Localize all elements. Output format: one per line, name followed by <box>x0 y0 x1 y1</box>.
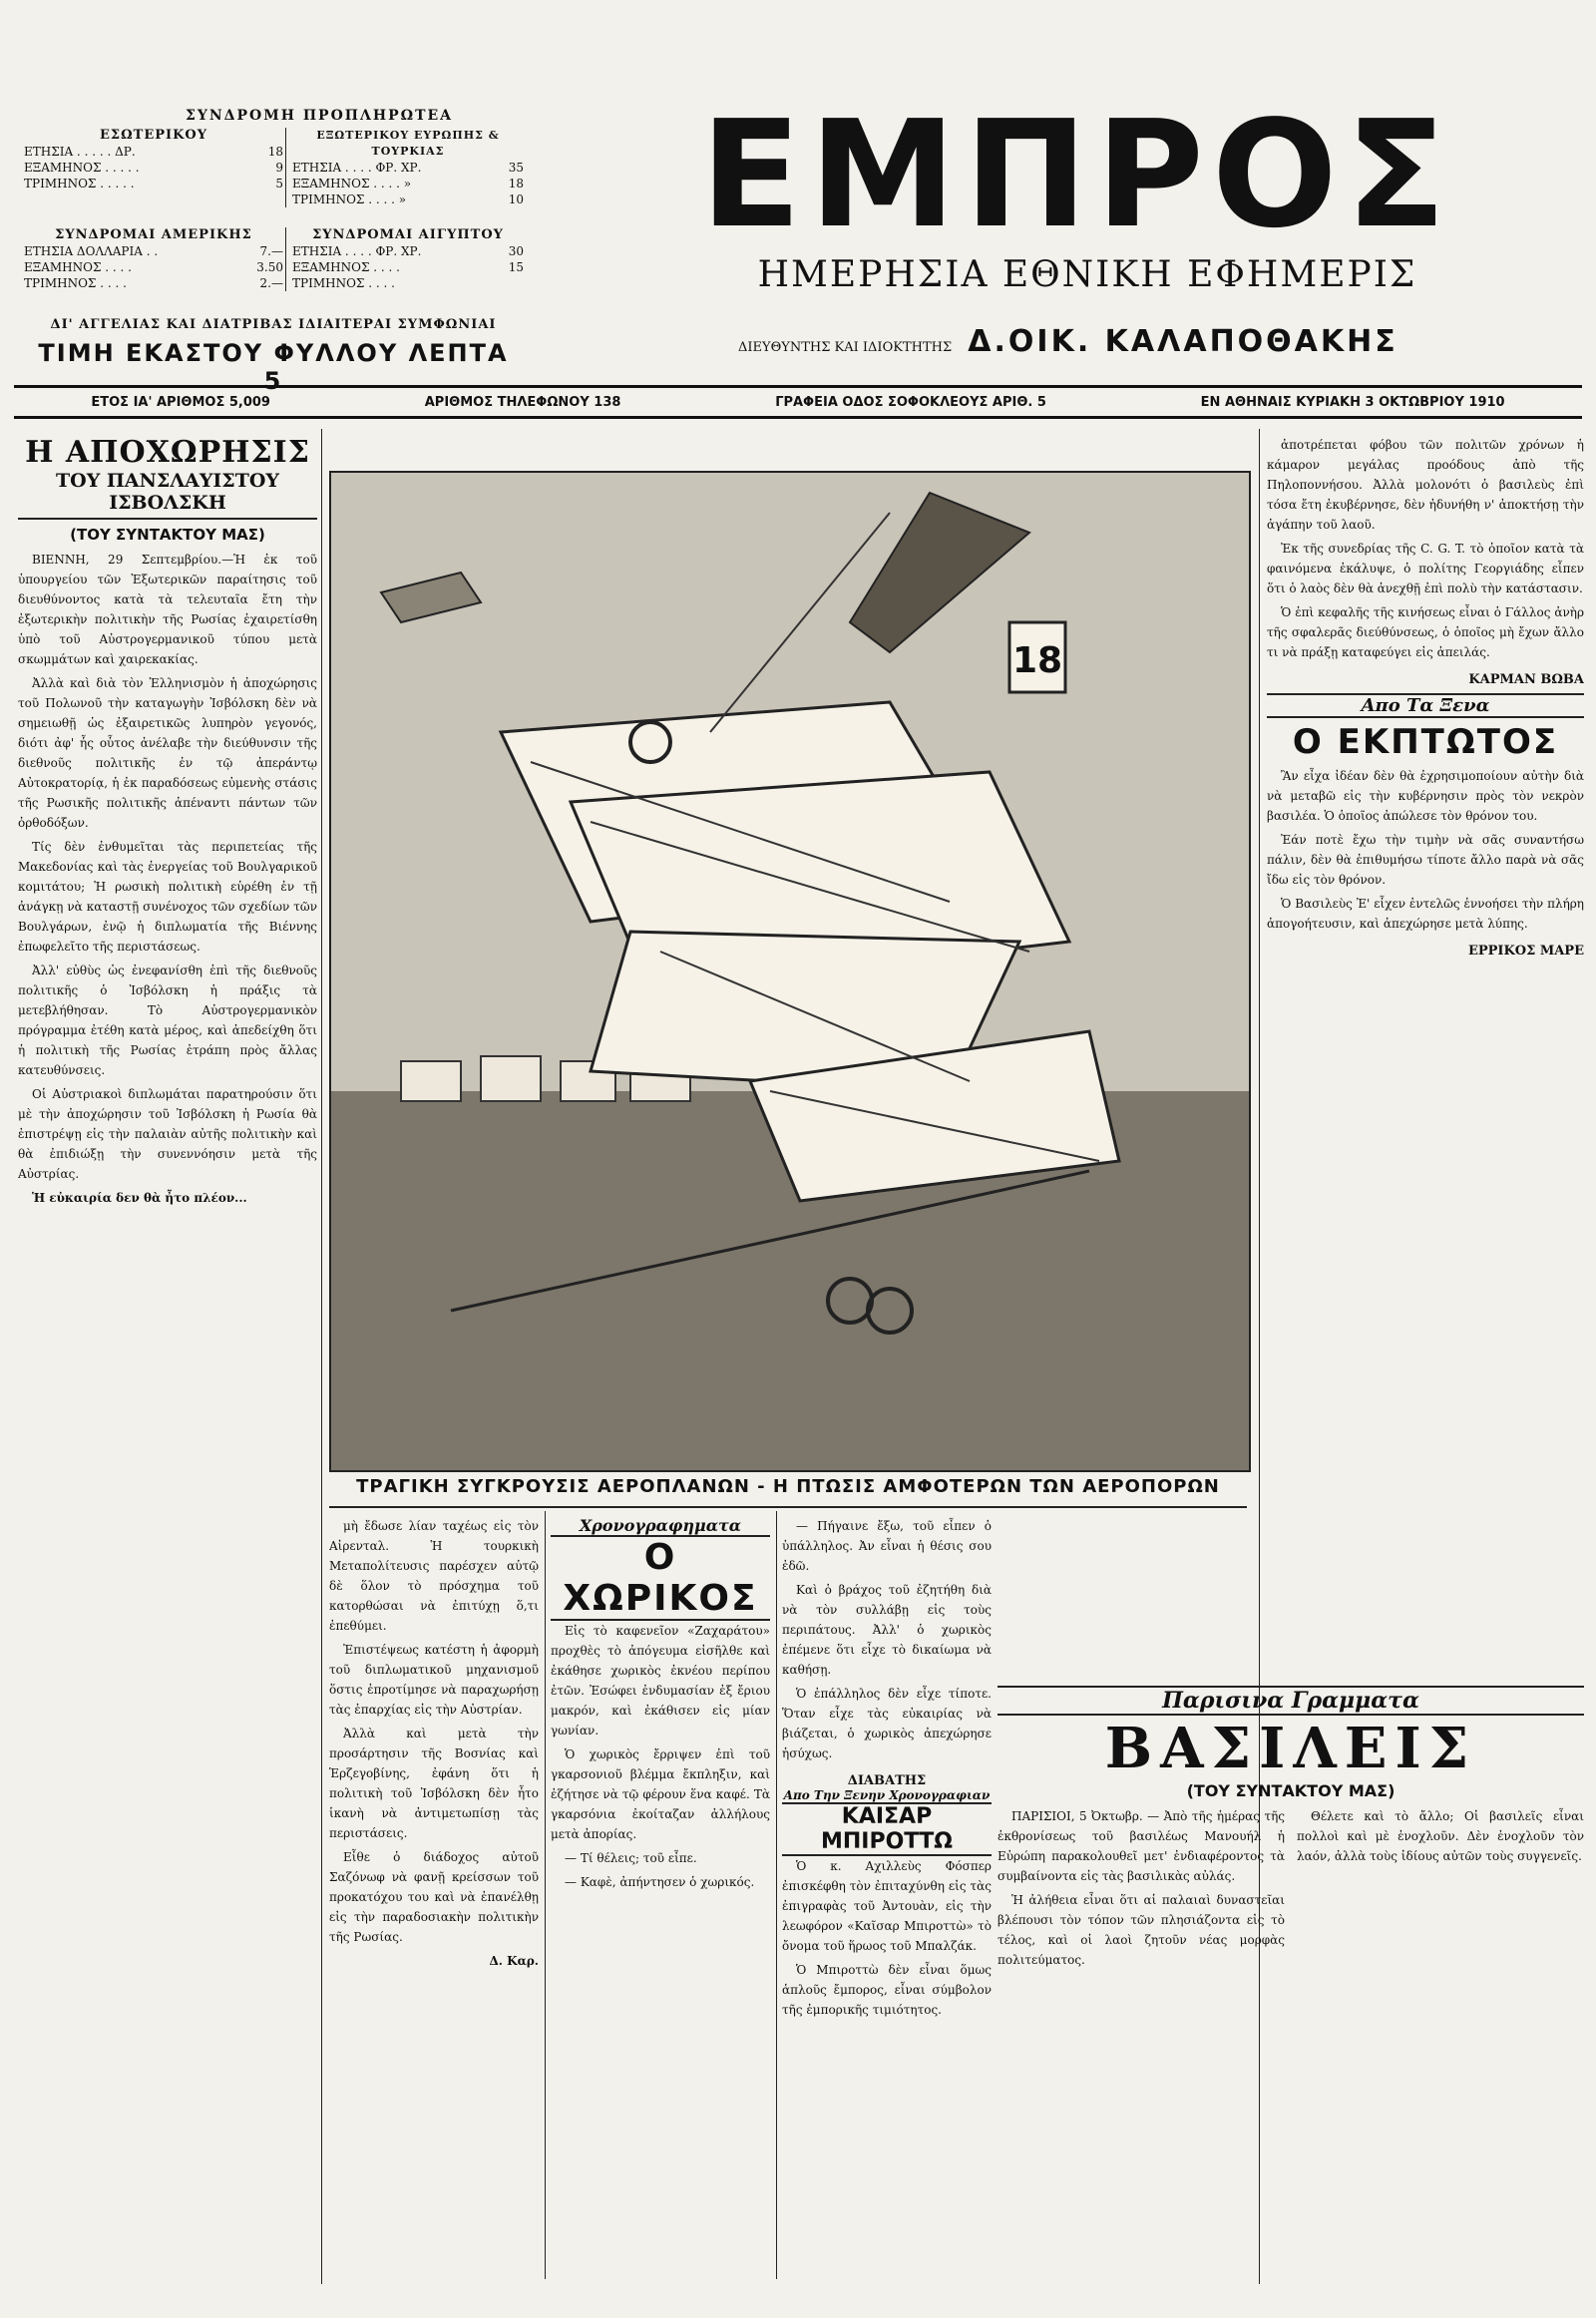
left-article-subhead: ΤΟΥ ΠΑΝΣΛΑΥΙΣΤΟΥ ΙΣΒΟΛΣΚΗ <box>18 470 317 520</box>
america-row-value: 2.— <box>259 276 283 290</box>
paragraph: Τίς δὲν ἐνθυμεῖται τὰς περιπετείας τῆς Μακεδονίας καὶ τὰς ἐνεργείας τοῦ Βουλγαρικοῦ κομιτάτου; Ἡ ρωσικὴ πολιτικὴ εὑρέθη ἐν τῇ ἀνάγκῃ νὰ καταστῇ συνένοχος τῶν σχεδίων τῶν Βουλγάρων, ἐνῷ ἡ διπλωματία τῆς Βιέννης ἐπωφελεῖτο τῆς περιστάσεως. <box>18 840 317 954</box>
bottom-col3 <box>782 1516 992 2264</box>
egypt-row-label: ΤΡΙΜΗΝΟΣ . . . . <box>292 276 395 290</box>
issue-number: ΕΤΟΣ ΙΑ' ΑΡΙΘΜΟΣ 5,009 <box>91 394 270 410</box>
paragraph: Ἐάν ποτὲ ἔχω τὴν τιμὴν νὰ σᾶς συναντήσω πάλιν, δὲν θὰ ἐπιθυμήσω τίποτε ἄλλο παρὰ νὰ σᾶς ἴδω εἰς τὸν θρόνον. <box>1267 833 1584 887</box>
right-article2-body <box>1267 766 1584 938</box>
domestic-row-label: ΕΤΗΣΙΑ . . . . . ΔΡ. <box>24 145 136 159</box>
ads-note: ΔΙ' ΑΓΓΕΛΙΑΣ ΚΑΙ ΔΙΑΤΡΙΒΑΣ ΙΔΙΑΙΤΕΡΑΙ ΣΥΜΦΩΝΙΑΙ <box>50 317 497 332</box>
parisian-letters <box>998 1686 1584 2245</box>
bottom-col1 <box>329 1516 539 2254</box>
paragraph: Ὁ Βασιλεὺς Ἐ' εἶχεν ἐντελῶς ἐννοήσει τὴν πλήρη ἀπογοήτευσιν, καὶ ἀπεχώρησε μετὰ λύπης. <box>1267 897 1584 931</box>
paragraph: ΒΙΕΝΝΗ, 29 Σεπτεμβρίου.—Ἡ ἐκ τοῦ ὑπουργείου τῶν Ἐξωτερικῶν παραίτησις τοῦ διευθύνοντος κατὰ τὰ τελευταῖα ἔτη τὴν ἐξωτερικὴν πολιτικὴν τῆς Ρωσίας ἐχαιρετίσθη ὑπὸ τοῦ Αὐστρογερμανικοῦ τύπου μετὰ σκωμμάτων καὶ χαιρεκακίας. <box>18 553 317 666</box>
foreign-row-value: 35 <box>508 161 524 175</box>
photo-caption: ΤΡΑΓΙΚΗ ΣΥΓΚΡΟΥΣΙΣ ΑΕΡΟΠΛΑΝΩΝ - Η ΠΤΩΣΙΣ ΑΜΦΟΤΕΡΩΝ ΤΩΝ ΑΕΡΟΠΟΡΩΝ <box>356 1476 1220 1497</box>
col3-body <box>782 1516 992 1767</box>
domestic-subscriptions <box>24 128 283 192</box>
issue-date: ΕΝ ΑΘΗΝΑΙΣ ΚΥΡΙΑΚΗ 3 ΟΚΤΩΒΡΙΟΥ 1910 <box>1200 394 1505 410</box>
egypt-row-value: 30 <box>508 244 524 258</box>
domestic-row-value: 18 <box>267 145 283 159</box>
paragraph: Ἐπιστέψεως κατέστη ἡ ἀφορμὴ τοῦ διπλωματικοῦ μηχανισμοῦ ὅστις ἐπροτίμησε νὰ παραχωρήσῃ τὰς ἐπαρχίας εἰς τὴν Αὐστρίαν. <box>329 1643 539 1717</box>
section-label: Χρονογραφηματα <box>579 1516 742 1535</box>
right-article-body <box>1267 435 1584 666</box>
paragraph: — Τί θέλεις; τοῦ εἶπε. <box>565 1851 697 1865</box>
paragraph: Ἐκ τῆς συνεδρίας τῆς C. G. T. τὸ ὁποῖον κατὰ τὰ φαινόμενα ἐκάλυψε, ὁ πολίτης Γεοργιάδης εἶπεν ὅτι ὁ λαὸς δὲν θὰ ἀνεχθῇ ἐπὶ πολὺ τὴν κατάστασιν. <box>1267 542 1584 595</box>
paragraph: Καὶ ὁ βράχος τοῦ ἐζητήθη διὰ νὰ τὸν συλλάβῃ εἰς τοὺς περιπάτους. Ἀλλ' ὁ χωρικὸς ἐπέμενε ὅτι εἶχε τὸ δικαίωμα νὰ καθήσῃ. <box>782 1583 992 1677</box>
paragraph: — Πήγαινε ἔξω, τοῦ εἶπεν ὁ ὑπάλληλος. Ἀν εἶναι ἡ θέσις σου ἐδῶ. <box>782 1519 992 1573</box>
america-row-label: ΕΞΑΜΗΝΟΣ . . . . <box>24 260 132 274</box>
egypt-row-value: 15 <box>508 260 524 274</box>
paragraph: Θέλετε καὶ τὸ ἄλλο; Οἱ βασιλεῖς εἶναι πολλοὶ καὶ μὲ ἐνοχλοῦν. Δὲν ἐνοχλοῦν τὸν λαόν, ἀλλὰ τοὺς ἰδίους αὐτῶν τοὺς συγγενεῖς. <box>1297 1809 1584 1863</box>
foreign-row-value: 10 <box>508 193 524 206</box>
foreign-row-label: ΕΤΗΣΙΑ . . . . ΦΡ. ΧΡ. <box>292 161 422 175</box>
paragraph: Ἡ εὐκαιρία δεν θὰ ἦτο πλέον... <box>32 1191 247 1205</box>
left-article-headline: Η ΑΠΟΧΩΡΗΣΙΣ <box>25 435 310 470</box>
column-divider <box>321 429 322 2284</box>
paragraph: Ὁ ἐπὶ κεφαλῆς τῆς κινήσεως εἶναι ὁ Γάλλος ἀνὴρ τῆς σφαλερᾶς διεύθύνσεως, ὁ ὁποῖος μὴ ἔχων ἄλλο τι νὰ πράξῃ καταφεύγει εἰς ἀπειλάς. <box>1267 605 1584 659</box>
america-row-label: ΕΤΗΣΙΑ ΔΟΛΛΑΡΙΑ . . <box>24 244 159 258</box>
article-signature: Δ. Καρ. <box>489 1954 539 1968</box>
airplane-illustration <box>331 473 1249 1470</box>
col3-body2 <box>782 1856 992 2024</box>
america-subscriptions <box>24 227 283 291</box>
phone-number: ΑΡΙΘΜΟΣ ΤΗΛΕΦΩΝΟΥ 138 <box>424 394 621 410</box>
article-signature: ΕΡΡΙΚΟΣ ΜΑΡΕ <box>1467 944 1584 959</box>
price-line: ΤΙΜΗ ΕΚΑΣΤΟΥ ΦΥΛΛΟΥ ΛΕΠΤΑ 5 <box>38 339 509 395</box>
domestic-title: ΕΣΩΤΕΡΙΚΟΥ <box>99 128 207 143</box>
foreign-title: ΕΞΩΤΕΡΙΚΟΥ ΕΥΡΩΠΗΣ & ΤΟΥΡΚΙΑΣ <box>316 129 500 158</box>
domestic-row-value: 9 <box>275 161 283 175</box>
column-divider <box>776 1511 777 2279</box>
parisian-col-left <box>998 1806 1285 2245</box>
section-label: Απο Τα Ξενα <box>1267 693 1584 718</box>
paragraph: Ἀλλὰ καὶ μετὰ τὴν προσάρτησιν τῆς Βοσνίας καὶ Ἑρζεγοβίνης, ἐφάνη ὅτι ἡ πολιτικὴ τοῦ Ἰσβόλσκη δὲν ἦτο ἱκανὴ νὰ ἀντιμετωπίσῃ τὰς περιστάσεις. <box>329 1727 539 1840</box>
airplane-collision-photo <box>329 471 1251 1472</box>
paragraph: Ὁ Μπιροττὼ δὲν εἶναι ὅμως ἁπλοῦς ἔμπορος, εἶναι σύμβολον τῆς ἐμπορικῆς τιμιότητος. <box>782 1963 992 2017</box>
section-label: Παρισινα Γραμματα <box>998 1686 1584 1716</box>
america-title: ΣΥΝΔΡΟΜΑΙ ΑΜΕΡΙΚΗΣ <box>55 227 252 242</box>
paragraph: Ἂν εἶχα ἰδέαν δὲν θὰ ἐχρησιμοποίουν αὐτὴν διὰ νὰ μεταβῶ εἰς τὴν κυβέρνησιν πρὸς τὸν νεκρὸν βασιλέα. Ὁ ὁποῖος ἀπώλεσε τὸν θρόνον του. <box>1267 769 1584 823</box>
director-name: Δ.ΟΙΚ. ΚΑΛΑΠΟΘΑΚΗΣ <box>968 324 1398 359</box>
left-article-body <box>18 550 317 2245</box>
domestic-row-label: ΕΞΑΜΗΝΟΣ . . . . . <box>24 161 140 175</box>
america-row-value: 7.— <box>259 244 283 258</box>
tagline: ΗΜΕΡΗΣΙΑ ΕΘΝΙΚΗ ΕΦΗΜΕΡΙΣ <box>757 254 1417 295</box>
section-label: ΔΙΑΒΑΤΗΣ <box>847 1773 927 1788</box>
parisian-byline: (ΤΟΥ ΣΥΝΤΑΚΤΟΥ ΜΑΣ) <box>1186 1781 1396 1800</box>
chronicle-article <box>551 1516 770 2264</box>
paragraph: Ὁ χωρικὸς ἔρριψεν ἐπὶ τοῦ γκαρσονιοῦ βλέμμα ἔκπληξιν, καὶ ἐζήτησε νὰ τῷ φέρουν ἕνα καφέ. Τὰ γκαρσόνια ἐκοίταζαν ἀλλήλους μετὰ ἀπορίας. <box>551 1747 770 1841</box>
foreign-row-value: 18 <box>508 177 524 191</box>
left-article <box>18 435 317 2260</box>
director-line <box>738 324 1436 359</box>
paragraph: ΠΑΡΙΣΙΟΙ, 5 Ὀκτωβρ. — Ἀπὸ τῆς ἡμέρας τῆς ἐκθρονίσεως τοῦ βασιλέως Μανουήλ ἡ Εὐρώπη παρακολουθεῖ μετ' ἐνδιαφέροντος τὰ συμβαίνοντα εἰς τὰς βασιλικὰς αὐλάς. <box>998 1809 1285 1883</box>
right-article-headline: Ο ΕΚΠΤΩΤΟΣ <box>1292 722 1559 762</box>
paragraph: Ἀλλ' εὐθὺς ὡς ἐνεφανίσθη ἐπὶ τῆς διεθνοῦς πολιτικῆς ὁ Ἰσβόλσκη ἡ πράξις τὰ μετεβλήθησαν. Τὸ Αὐστρογερμανικὸν πρόγραμμα ἐτέθη κατὰ μέρος, καὶ ἀπεδείχθη ὅτι ἡ πολιτικὴ τῆς Ρωσίας ἐτράπη πρὸς ἄλλας κατευθύνσεις. <box>18 964 317 1077</box>
america-row-label: ΤΡΙΜΗΝΟΣ . . . . <box>24 276 127 290</box>
paragraph: μὴ ἔδωσε λίαν ταχέως εἰς τὸν Αἰρενταλ. Ἡ τουρκικὴ Μεταπολίτευσις παρέσχεν αὐτῷ δὲ ὅλον τὸ πρόσχημα τοῦ κατορθώσαι νὰ ἐπιτύχῃ ὅ,τι ἐπεθύμει. <box>329 1519 539 1633</box>
foreign-row-label: ΤΡΙΜΗΝΟΣ . . . . » <box>292 193 407 206</box>
director-label: ΔΙΕΥΘΥΝΤΗΣ ΚΑΙ ΙΔΙΟΚΤΗΤΗΣ <box>738 340 953 355</box>
chronicle-headline: Ο ΧΩΡΙΚΟΣ <box>551 1535 770 1621</box>
column-divider <box>545 1511 546 2279</box>
foreign-row-label: ΕΞΑΜΗΝΟΣ . . . . » <box>292 177 412 191</box>
paragraph: Ἡ ἀλήθεια εἶναι ὅτι αἱ παλαιαὶ δυναστεῖαι βλέπουσι τὸν τόπον τῶν πλησιάζοντα εἰς τὸ τέλος, καὶ οἱ λαοὶ ζητοῦν νέας μορφὰς πολιτεύματος. <box>998 1893 1285 1967</box>
office-address: ΓΡΑΦΕΙΑ ΟΔΟΣ ΣΟΦΟΚΛΕΟΥΣ ΑΡΙΘ. 5 <box>775 394 1046 410</box>
subscriptions-title: ΣΥΝΔΡΟΜΗ ΠΡΟΠΛΗΡΩΤΕΑ <box>185 108 454 124</box>
paragraph: Εἶθε ὁ διάδοχος αὐτοῦ Σαζόνωφ νὰ φανῇ κρείσσων τοῦ προκατόχου του καὶ νὰ ἐπανέλθῃ εἰς τὴν παραδοσιακὴν πολιτικὴν τῆς Ρωσίας. <box>329 1850 539 1944</box>
paragraph: Οἱ Αὐστριακοὶ διπλωμάται παρατηρούσιν ὅτι μὲ τὴν ἀποχώρησιν τοῦ Ἰσβόλσκη ἡ Ρωσία θὰ ἐπιστρέψῃ εἰς τὴν παλαιὰν αὐτῆς πολιτικὴν καὶ θὰ ἐπιδιώξῃ τὴν συνεννόησιν μετὰ τῆς Αὐστρίας. <box>18 1087 317 1181</box>
paragraph: Ἀλλὰ καὶ διὰ τὸν Ἑλληνισμὸν ἡ ἀποχώρησις τοῦ Πολωνοῦ τὴν καταγωγὴν Ἰσβόλσκη δὲν νὰ σημειωθῇ ὡς ἐξαιρετικῶς λυπηρὸν γεγονός, διότι ἀφ' ἧς οὗτος ἀνέλαβε τὴν διεύθυνσιν τῆς διεθνοῦς πολιτικῆς ἐν τῷ ἀπεράντῳ Αὐτοκρατορίᾳ, ἡ ἐκ παραδόσεως εὐμενὴς στάσις τῆς Ρωσικῆς πολιτικῆς ἀπέναντι πάντων τῶν ὀρθοδόξων. <box>18 676 317 830</box>
egypt-row-label: ΕΞΑΜΗΝΟΣ . . . . <box>292 260 400 274</box>
paragraph: Ὁ κ. Αχιλλεὺς Φόσπερ ἐπισκέφθη τὸν ἐπιταχύνθη εἰς τὰς ἐπιγραφὰς τοῦ Ἀντουὰν, εἰς τὴν λεωφόρον «Καῖσαρ Μπιροττὼ» τὸ ὄνομα τοῦ ἥρωος τοῦ Μπαλζάκ. <box>782 1859 992 1953</box>
egypt-title: ΣΥΝΔΡΟΜΑΙ ΑΙΓΥΠΤΟΥ <box>312 227 504 242</box>
domestic-row-label: ΤΡΙΜΗΝΟΣ . . . . . <box>24 177 135 191</box>
chronicle-body <box>551 1621 770 1896</box>
domestic-row-value: 5 <box>275 177 283 191</box>
egypt-row-label: ΕΤΗΣΙΑ . . . . ΦΡ. ΧΡ. <box>292 244 422 258</box>
caption-divider <box>329 1506 1247 1508</box>
left-article-byline: (ΤΟΥ ΣΥΝΤΑΚΤΟΥ ΜΑΣ) <box>70 526 265 544</box>
paragraph: ἀποτρέπεται φόβου τῶν πολιτῶν χρόνων ἡ κάμαρον μεγάλας προόδους ἀπὸ τῆς Πηλοποννήσου. Ἀλλὰ μολονότι ὁ βασιλεὺς ἐπὶ τόσα ἔτη ἐκυβέρνησε, δὲν ἠδυνήθη ν' ἀποκτήσῃ τὴν ἀγάπην τοῦ λαοῦ. <box>1267 438 1584 532</box>
subsection-label: Απο Την Ξενην Χρονογραφιαν <box>783 1788 991 1802</box>
america-row-value: 3.50 <box>256 260 283 274</box>
egypt-subscriptions <box>285 227 524 291</box>
info-bar <box>14 385 1582 419</box>
parisian-headline: ΒΑΣΙΛΕΙΣ <box>1104 1716 1477 1781</box>
parisian-col-right <box>1297 1806 1584 2245</box>
article-signature: ΚΑΡΜΑΝ ΒΩΒΑ <box>1468 672 1584 687</box>
plane-number-label: 18 <box>1011 640 1063 681</box>
paragraph: — Καφὲ, ἀπήντησεν ὁ χωρικός. <box>565 1875 755 1889</box>
paragraph: Εἰς τὸ καφενεῖον «Ζαχαράτου» προχθὲς τὸ ἀπόγευμα εἰσῆλθε καὶ ἐκάθησε χωρικὸς ἐκνέου περίπου ἐτῶν. Ἐσώφει ἐνδυμασίαν ἐξ ἔριου μακρόν, καὶ ἐκάθισεν εἰς μίαν γωνίαν. <box>551 1624 770 1738</box>
foreign-subscriptions <box>285 128 524 207</box>
masthead-title: ΕΜΠΡΟΣ <box>700 89 1454 260</box>
col3-headline: ΚΑΙΣΑΡ ΜΠΙΡΟΤΤΩ <box>782 1802 992 1856</box>
paragraph: Ὁ ἐπάλληλος δὲν εἶχε τίποτε. Ὅταν εἶχε τὰς εὐκαιρίας νὰ βιάζεται, ὁ χωρικὸς ἀπεχώρησε ἡσύχως. <box>782 1687 992 1760</box>
